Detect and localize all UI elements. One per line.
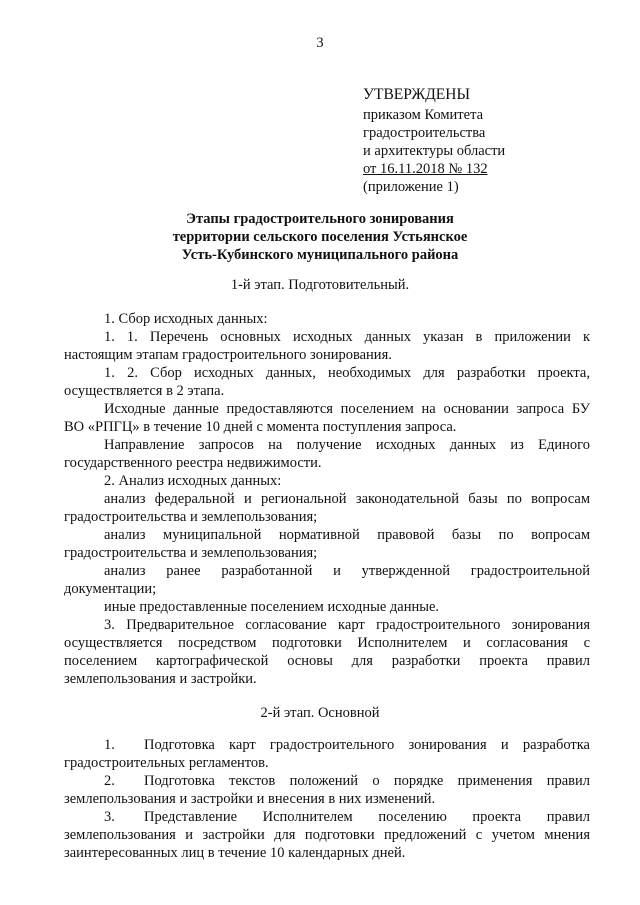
paragraph: иные предоставленные поселением исходные данные. — [104, 599, 440, 615]
approval-line: градостроительства — [363, 125, 486, 141]
document-title: территории сельского поселения Устьянское — [172, 229, 468, 245]
list-item: градостроительных регламентов. — [64, 755, 269, 771]
paragraph: Направление запросов на получение исходных данных из Единого — [104, 437, 590, 453]
page-number: 3 — [316, 35, 324, 51]
paragraph: поселением картографической основы для разработки проекта правил — [64, 653, 590, 669]
list-item: заинтересованных лиц в течение 10 календарных дней. — [64, 845, 406, 861]
approval-order-number: от 16.11.2018 № 132 — [363, 161, 488, 177]
paragraph: 1. Сбор исходных данных: — [104, 311, 268, 327]
stage2-heading: 2-й этап. Основной — [260, 705, 380, 721]
approval-line: приказом Комитета — [363, 107, 484, 123]
approval-line: и архитектуры области — [363, 143, 506, 159]
paragraph: государственного реестра недвижимости. — [64, 455, 322, 471]
list-number: 3. — [104, 809, 115, 825]
approval-heading: УТВЕРЖДЕНЫ — [363, 86, 470, 103]
list-item: землепользования и застройки и внесения в них изменений. — [64, 791, 436, 807]
paragraph: документации; — [64, 581, 157, 597]
paragraph: осуществляется в 2 этапа. — [64, 383, 225, 399]
paragraph: Исходные данные предоставляются поселением на основании запроса БУ — [104, 401, 590, 417]
list-item: Подготовка текстов положений о порядке применения правил — [144, 773, 590, 789]
document-title: Этапы градостроительного зонирования — [186, 211, 454, 227]
paragraph: анализ ранее разработанной и утвержденной градостроительной — [104, 563, 590, 579]
list-item: землепользования и застройки для подготовки предложений с учетом мнения — [64, 827, 590, 843]
paragraph: 1. 1. Перечень основных исходных данных указан в приложении к — [104, 329, 590, 345]
document-title: Усть-Кубинского муниципального района — [181, 247, 459, 263]
stage1-heading: 1-й этап. Подготовительный. — [230, 277, 410, 293]
paragraph: градостроительства и землепользования; — [64, 545, 318, 561]
list-number: 2. — [104, 773, 115, 789]
paragraph: анализ муниципальной нормативной правовой базы по вопросам — [104, 527, 590, 543]
list-item: Представление Исполнителем поселению проекта правил — [144, 809, 590, 825]
paragraph: анализ федеральной и региональной законодательной базы по вопросам — [104, 491, 590, 507]
approval-line: (приложение 1) — [363, 179, 459, 195]
paragraph: землепользования и застройки. — [64, 671, 257, 687]
paragraph: 2. Анализ исходных данных: — [104, 473, 282, 489]
list-item: Подготовка карт градостроительного зонирования и разработка — [144, 737, 590, 753]
paragraph: ВО «РПГЦ» в течение 10 дней с момента поступления запроса. — [64, 419, 457, 435]
paragraph: настоящим этапам градостроительного зонирования. — [64, 347, 392, 363]
paragraph: 1. 2. Сбор исходных данных, необходимых для разработки проекта, — [104, 365, 590, 381]
paragraph: осуществляется посредством подготовки Исполнителем и согласования с — [64, 635, 590, 651]
paragraph: градостроительства и землепользования; — [64, 509, 318, 525]
paragraph: 3. Предварительное согласование карт градостроительного зонирования — [104, 617, 590, 633]
list-number: 1. — [104, 737, 115, 753]
